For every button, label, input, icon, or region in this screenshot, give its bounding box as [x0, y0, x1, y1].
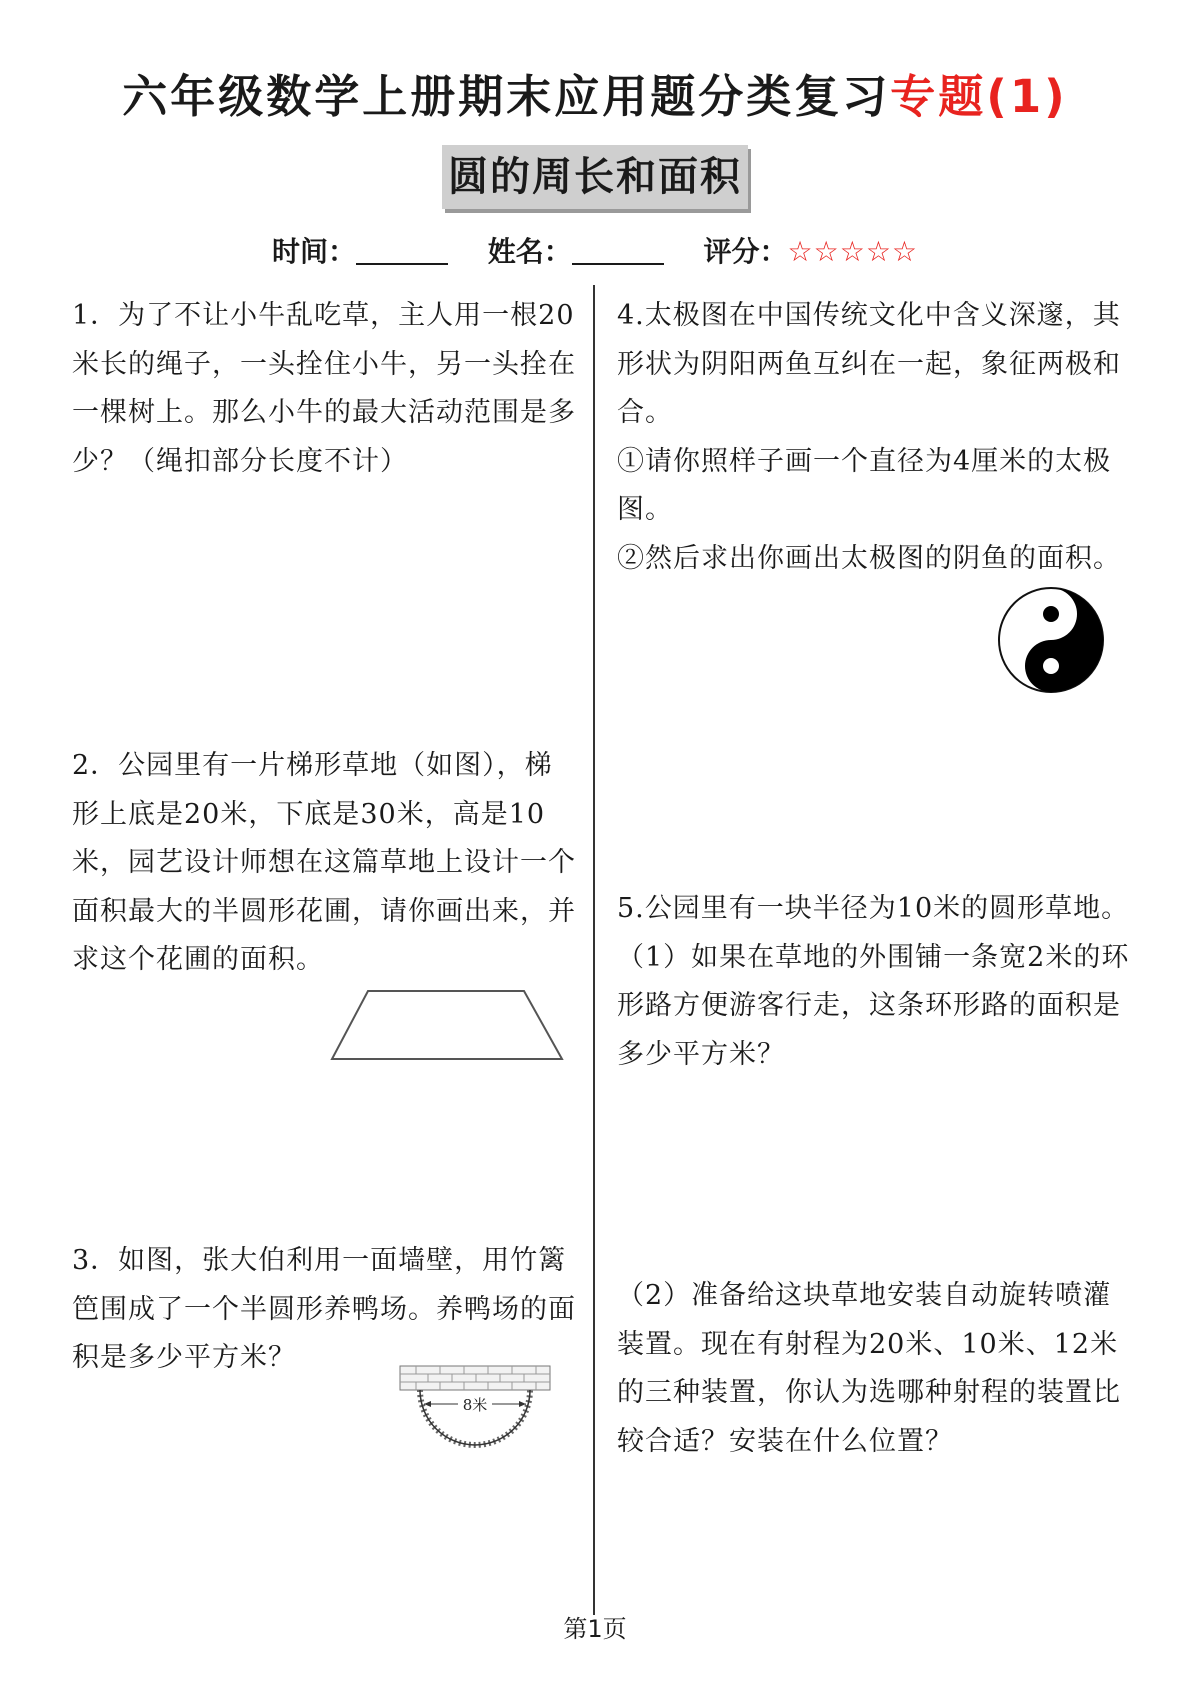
question-5	[617, 885, 1132, 1079]
question-2	[72, 742, 577, 985]
question-5-intro: 5.公园里有一块半径为10米的圆形草地。	[617, 893, 1130, 924]
question-4-intro: 4.太极图在中国传统文化中含义深邃，其形状为阴阳两鱼互纠在一起，象征两极和合。	[617, 300, 1121, 428]
column-divider	[593, 285, 595, 1615]
title-accent: 专题(1)	[890, 70, 1068, 123]
score-label: 评分：	[703, 235, 788, 268]
subtitle-wrap	[0, 145, 1190, 209]
page-title	[0, 62, 1190, 132]
duck-farm-diameter-label: 8米	[462, 1396, 488, 1414]
name-label: 姓名：	[487, 235, 572, 268]
question-4-part2: ②然后求出你画出太极图的阴鱼的面积。	[617, 542, 1121, 574]
title-main: 六年级数学上册期末应用题分类复习	[122, 70, 891, 123]
question-1-text: 1．为了不让小牛乱吃草，主人用一根20米长的绳子，一头拴住小牛，另一头拴在一棵树上。那么小牛的最大活动范围是多少？（绳扣部分长度不计）	[72, 300, 576, 477]
time-blank[interactable]	[356, 233, 448, 265]
time-label: 时间：	[271, 235, 356, 268]
score-stars: ☆☆☆☆☆	[787, 235, 919, 268]
duck-farm-figure	[396, 1362, 556, 1462]
question-5-part1: （1）如果在草地的外围铺一条宽2米的环形路方便游客行走，这条环形路的面积是多少平方米？	[617, 941, 1130, 1070]
name-blank[interactable]	[572, 233, 664, 265]
info-row	[0, 230, 1190, 274]
trapezoid-figure	[328, 985, 568, 1065]
question-5-part2-block	[617, 1272, 1132, 1466]
question-4	[617, 292, 1132, 583]
subtitle: 圆的周长和面积	[442, 145, 748, 209]
taiji-figure	[996, 585, 1106, 695]
page-number: 第1页	[563, 1615, 627, 1643]
question-5-part2: （2）准备给这块草地安装自动旋转喷灌装置。现在有射程为20米、10米、12米的三种装置，你认为选哪种射程的装置比较合适？安装在什么位置？	[617, 1280, 1121, 1457]
question-1	[72, 292, 577, 486]
question-4-part1: ①请你照样子画一个直径为4厘米的太极图。	[617, 445, 1112, 525]
question-3-text: 3．如图，张大伯利用一面墙壁，用竹篱笆围成了一个半圆形养鸭场。养鸭场的面积是多少平方米？	[72, 1245, 576, 1373]
question-2-text: 2．公园里有一片梯形草地（如图），梯形上底是20米，下底是30米，高是10米，园艺设计师想在这篇草地上设计一个面积最大的半圆形花圃，请你画出来，并求这个花圃的面积。	[72, 750, 576, 975]
question-3	[72, 1237, 577, 1383]
